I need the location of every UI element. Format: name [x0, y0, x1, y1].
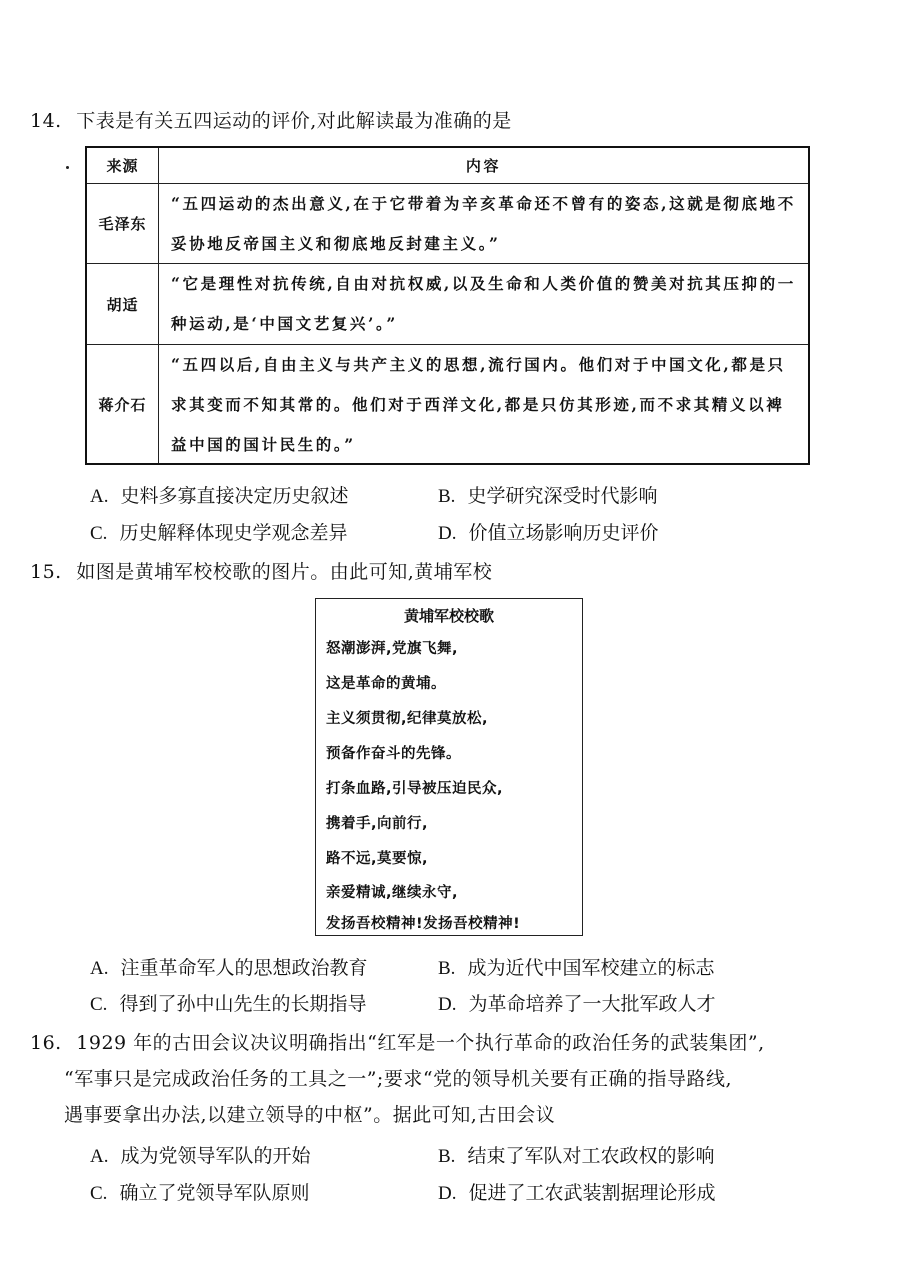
song-line: 发扬吾校精神!发扬吾校精神! — [326, 916, 521, 932]
row-content: “五四以后,自由主义与共产主义的思想,流行国内。他们对于中国文化,都是只求其变而不知其常的。他们对于西洋文化,都是只仿其形迹,而不求其精义以裨益中国的国计民生的。” — [171, 355, 786, 454]
option-text: 史学研究深受时代影响 — [467, 485, 658, 507]
question-number: 14. — [30, 110, 62, 132]
option-text: 成为党领导军队的开始 — [120, 1145, 311, 1167]
option-d[interactable] — [438, 518, 659, 545]
option-c[interactable] — [90, 1178, 309, 1205]
song-line: 怒潮澎湃,党旗飞舞, — [326, 641, 459, 657]
header-source: 来源 — [87, 148, 159, 183]
row-content: “五四运动的杰出意义,在于它带着为辛亥革命还不曾有的姿态,这就是彻底地不妥协地反帝国主义和彻底地反封建主义。” — [171, 194, 796, 253]
question-text-line: 1929 年的古田会议决议明确指出“红军是一个执行革命的政治任务的武装集团”, — [76, 1032, 765, 1054]
option-letter: A. — [90, 958, 109, 979]
option-text: 注重革命军人的思想政治教育 — [120, 957, 368, 979]
question-text-line: “军事只是完成政治任务的工具之一”;要求“党的领导机关要有正确的指导路线, — [64, 1068, 733, 1090]
option-d[interactable] — [438, 1178, 716, 1205]
question-16-stem — [30, 1028, 765, 1055]
table-header-row — [87, 148, 808, 184]
evaluation-table — [85, 146, 810, 465]
option-a[interactable] — [90, 953, 368, 980]
option-text: 价值立场影响历史评价 — [468, 522, 659, 544]
option-a[interactable] — [90, 1141, 311, 1168]
option-letter: C. — [90, 523, 108, 544]
option-text: 促进了工农武装割据理论形成 — [468, 1182, 716, 1204]
option-letter: D. — [438, 1183, 457, 1204]
option-letter: A. — [90, 1146, 109, 1167]
option-text: 结束了军队对工农政权的影响 — [467, 1145, 715, 1167]
song-line: 路不远,莫要惊, — [326, 851, 429, 867]
option-text: 得到了孙中山先生的长期指导 — [119, 993, 367, 1015]
row-source: 蒋介石 — [87, 345, 159, 463]
song-title: 黄埔军校校歌 — [403, 607, 494, 625]
option-d[interactable] — [438, 989, 716, 1016]
row-source: 胡适 — [87, 264, 159, 344]
option-text: 成为近代中国军校建立的标志 — [467, 957, 715, 979]
table-row — [87, 264, 808, 345]
option-a[interactable] — [90, 481, 349, 508]
song-line: 这是革命的黄埔。 — [326, 676, 446, 692]
header-content: 内容 — [465, 156, 502, 175]
table-row — [87, 345, 808, 463]
stray-mark — [66, 166, 69, 169]
option-letter: B. — [438, 486, 456, 507]
table-row — [87, 184, 808, 264]
option-letter: A. — [90, 486, 109, 507]
option-b[interactable] — [438, 953, 714, 980]
song-line: 预备作奋斗的先锋。 — [326, 746, 461, 762]
row-content: “它是理性对抗传统,自由对抗权威,以及生命和人类价值的赞美对抗其压抑的一种运动,是‘中国文艺复兴’。” — [171, 274, 796, 333]
question-14-stem — [30, 106, 512, 133]
row-source: 毛泽东 — [87, 184, 159, 263]
question-15-stem — [30, 557, 492, 584]
question-text: 如图是黄埔军校校歌的图片。由此可知,黄埔军校 — [76, 561, 493, 583]
option-letter: D. — [438, 994, 457, 1015]
song-line: 主义须贯彻,纪律莫放松, — [326, 711, 489, 727]
question-number: 16. — [30, 1032, 62, 1054]
question-number: 15. — [30, 561, 62, 583]
option-text: 为革命培养了一大批军政人才 — [468, 993, 716, 1015]
option-text: 史料多寡直接决定历史叙述 — [120, 485, 349, 507]
option-c[interactable] — [90, 518, 347, 545]
school-song-image — [315, 598, 583, 936]
option-b[interactable] — [438, 1141, 714, 1168]
option-letter: C. — [90, 994, 108, 1015]
option-letter: D. — [438, 523, 457, 544]
question-text-line: 遇事要拿出办法,以建立领导的中枢”。据此可知,古田会议 — [64, 1104, 556, 1126]
song-line: 打条血路,引导被压迫民众, — [326, 781, 504, 797]
option-letter: B. — [438, 958, 456, 979]
question-text: 下表是有关五四运动的评价,对此解读最为准确的是 — [76, 110, 512, 132]
option-letter: B. — [438, 1146, 456, 1167]
song-line: 携着手,向前行, — [326, 816, 429, 832]
song-line: 亲爱精诚,继续永守, — [326, 885, 459, 901]
option-text: 确立了党领导军队原则 — [119, 1182, 310, 1204]
option-b[interactable] — [438, 481, 657, 508]
option-text: 历史解释体现史学观念差异 — [119, 522, 348, 544]
option-c[interactable] — [90, 989, 366, 1016]
option-letter: C. — [90, 1183, 108, 1204]
